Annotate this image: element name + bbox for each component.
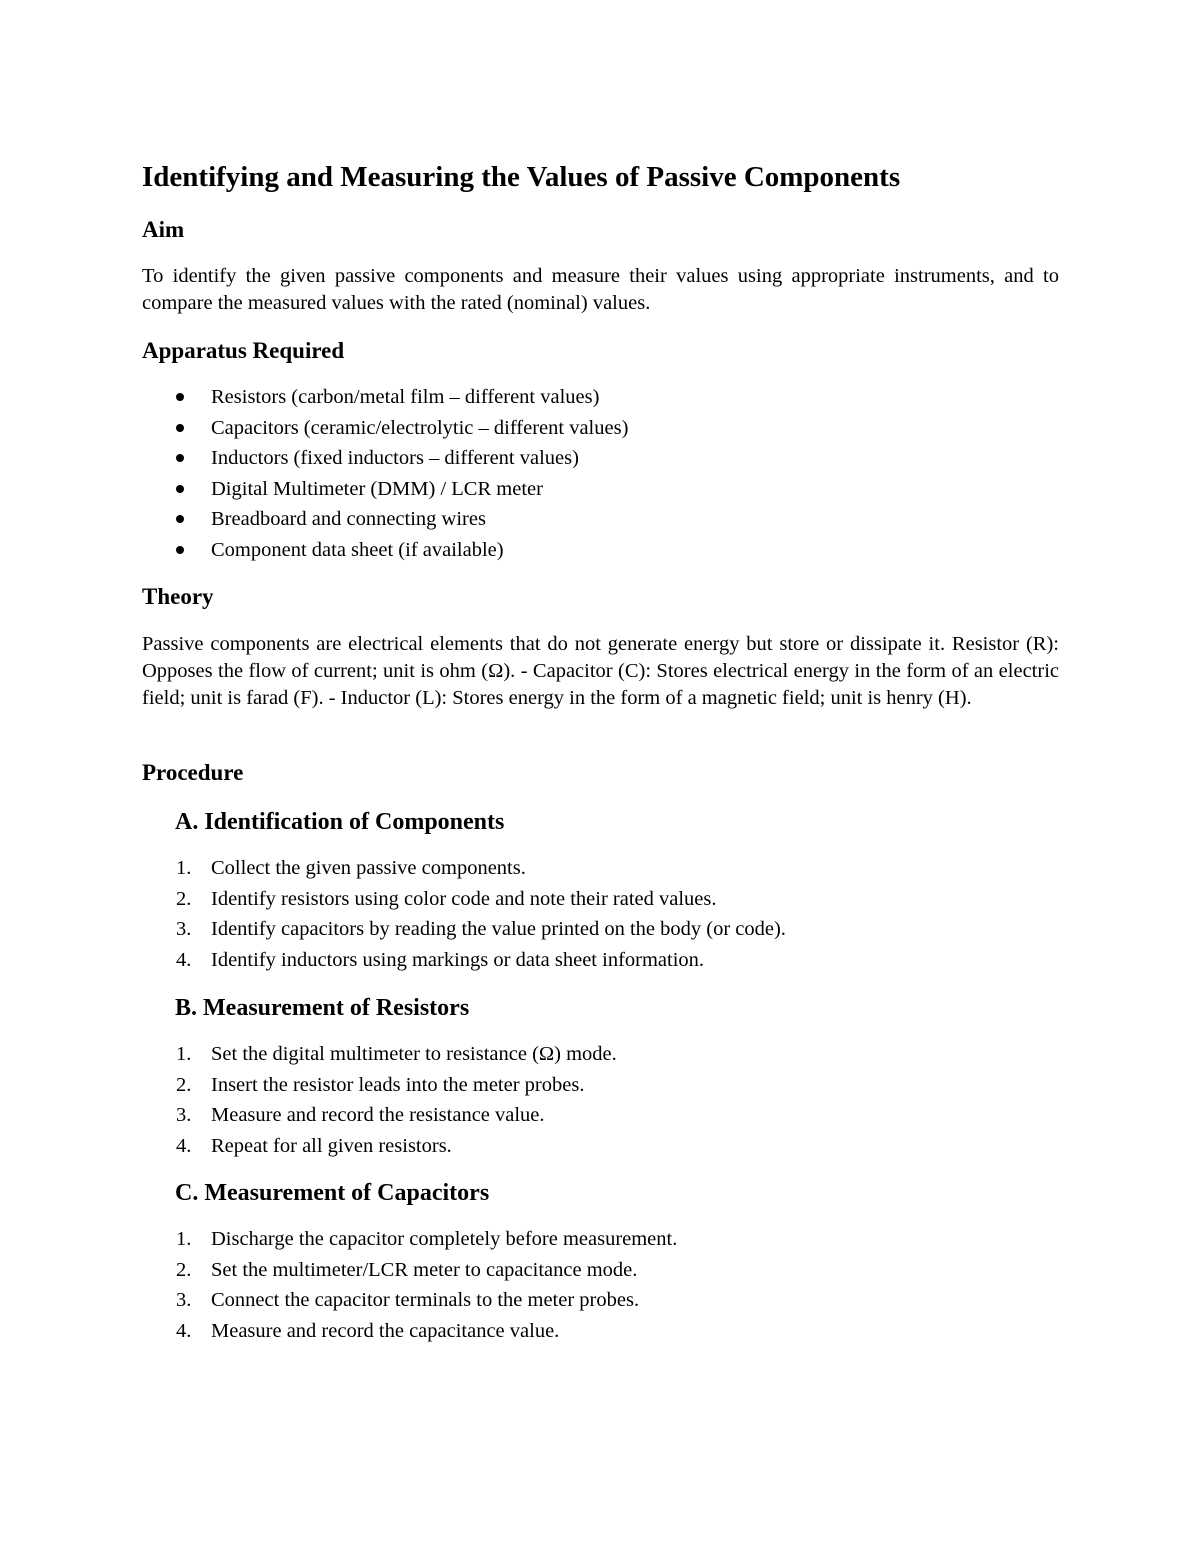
bullet-icon — [176, 546, 184, 554]
step-text: Collect the given passive components. — [211, 857, 526, 879]
step-number: 3. — [176, 1289, 192, 1311]
step-item — [142, 1039, 617, 1070]
step-item — [142, 1316, 677, 1347]
apparatus-item-text: Resistors (carbon/metal film – different values) — [211, 386, 600, 408]
step-text: Identify inductors using markings or data sheet information. — [211, 948, 705, 971]
apparatus-heading: Apparatus Required — [142, 338, 345, 363]
document-title: Identifying and Measuring the Values of Passive Components — [142, 161, 901, 193]
step-number: 1. — [176, 857, 192, 879]
apparatus-item — [142, 504, 628, 535]
aim-heading: Aim — [142, 217, 185, 242]
step-number: 1. — [176, 1043, 192, 1065]
step-item — [142, 1100, 617, 1131]
apparatus-item-text: Component data sheet (if available) — [211, 538, 504, 561]
apparatus-list — [142, 382, 628, 565]
step-number: 4. — [176, 1319, 192, 1342]
step-number: 2. — [176, 1073, 192, 1096]
step-text: Set the digital multimeter to resistance (Ω) mode. — [211, 1043, 617, 1065]
step-number: 4. — [176, 948, 192, 971]
step-number: 1. — [176, 1228, 192, 1250]
apparatus-item — [142, 413, 628, 444]
step-item — [142, 945, 786, 976]
apparatus-item — [142, 535, 628, 566]
theory-heading: Theory — [142, 584, 214, 609]
step-item — [142, 853, 786, 884]
step-text: Identify capacitors by reading the value printed on the body (or code). — [211, 918, 786, 940]
bullet-icon — [176, 393, 184, 401]
step-number: 3. — [176, 1104, 192, 1126]
apparatus-item — [142, 443, 628, 474]
section-b-heading: B. Measurement of Resistors — [175, 995, 470, 1021]
step-text: Connect the capacitor terminals to the meter probes. — [211, 1289, 640, 1311]
apparatus-item-text: Inductors (fixed inductors – different values) — [211, 447, 579, 469]
step-item — [142, 1070, 617, 1101]
bullet-icon — [176, 485, 184, 493]
step-item — [142, 884, 786, 915]
step-text: Repeat for all given resistors. — [211, 1134, 452, 1157]
section-b-steps — [142, 1039, 617, 1161]
apparatus-item — [142, 382, 628, 413]
step-text: Discharge the capacitor completely before measurement. — [211, 1228, 678, 1250]
step-number: 4. — [176, 1134, 192, 1157]
step-item — [142, 1131, 617, 1162]
apparatus-item-text: Digital Multimeter (DMM) / LCR meter — [211, 477, 543, 500]
procedure-heading: Procedure — [142, 760, 244, 785]
bullet-icon — [176, 454, 184, 462]
step-text: Set the multimeter/LCR meter to capacitance mode. — [211, 1258, 638, 1281]
bullet-icon — [176, 424, 184, 432]
step-text: Identify resistors using color code and note their rated values. — [211, 887, 717, 910]
step-item — [142, 914, 786, 945]
aim-text: To identify the given passive components and measure their values using appropriate instruments, and to compare the measured values with the rated (nominal) values. — [142, 265, 1059, 314]
theory-text: Passive components are electrical elements that do not generate energy but store or dissipate it. Resistor (R): Opposes the flow of current; unit is ohm (Ω). - Capacitor (C): Stores electrical energy in the form of an electric field; unit is farad (F). - Inductor (L): Stores energy in the form of a magnetic field; unit is henry (H). — [142, 633, 1059, 709]
apparatus-item-text: Breadboard and connecting wires — [211, 508, 486, 530]
step-number: 3. — [176, 918, 192, 940]
step-text: Measure and record the resistance value. — [211, 1104, 545, 1126]
step-item — [142, 1285, 677, 1316]
step-item — [142, 1224, 677, 1255]
step-number: 2. — [176, 1258, 192, 1281]
section-c-heading: C. Measurement of Capacitors — [175, 1180, 490, 1206]
apparatus-item-text: Capacitors (ceramic/electrolytic – different values) — [211, 416, 629, 439]
step-number: 2. — [176, 887, 192, 910]
bullet-icon — [176, 515, 184, 523]
section-a-steps — [142, 853, 786, 975]
step-item — [142, 1255, 677, 1286]
step-text: Measure and record the capacitance value. — [211, 1319, 560, 1342]
section-a-heading: A. Identification of Components — [175, 809, 505, 835]
apparatus-item — [142, 474, 628, 505]
step-text: Insert the resistor leads into the meter probes. — [211, 1073, 585, 1096]
section-c-steps — [142, 1224, 677, 1346]
